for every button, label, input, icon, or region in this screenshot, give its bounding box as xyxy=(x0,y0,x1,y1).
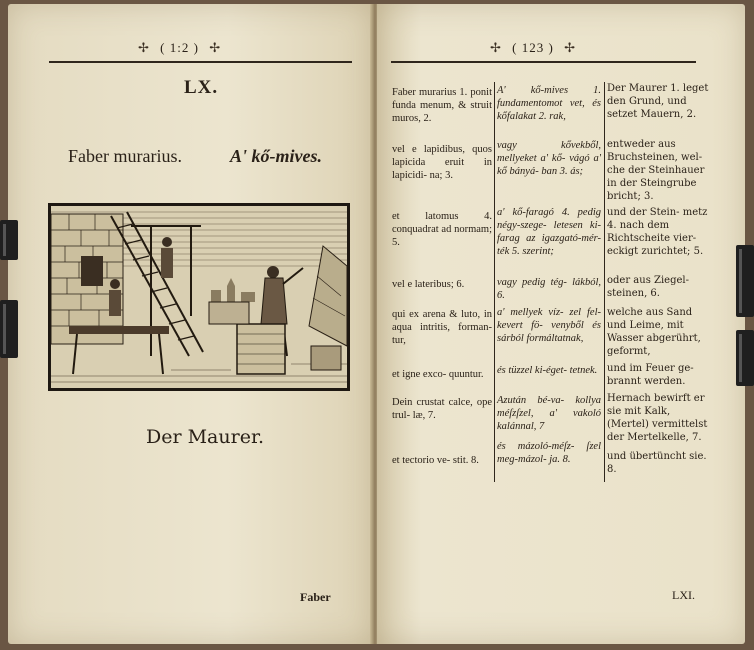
ornament-icon: ✢ xyxy=(564,40,576,55)
right-clip-bottom xyxy=(736,330,754,386)
column-divider xyxy=(604,82,605,482)
ornament-icon: ✢ xyxy=(490,40,502,55)
left-page-number: ( 1:2 ) xyxy=(160,40,199,55)
hungarian-paragraph: és mázoló-méſz- ſzel meg-mázol- ja. 8. xyxy=(497,441,601,465)
german-paragraph: oder aus Ziegel- steinen, 6. xyxy=(607,275,689,299)
right-running-head xyxy=(490,40,576,56)
hungarian-paragraph: vagy kővekből, mellyeket a' kő- vágó a' kő bányá- ban 3. ás; xyxy=(497,140,601,177)
german-paragraph: und der Stein- metz 4. nach dem Richtscheite vier- eckigt zurichtet; 5. xyxy=(607,207,708,257)
right-page-number: ( 123 ) xyxy=(512,40,554,55)
left-running-head xyxy=(138,40,221,56)
left-clip-bottom xyxy=(0,300,18,358)
hungarian-paragraph: a' mellyek víz- zel fel-kevert fö- venyből és sárból formáltatnak, xyxy=(497,307,601,344)
title-german: Der Maurer. xyxy=(146,426,264,448)
mason-woodcut-illustration xyxy=(48,203,350,391)
left-catchword: Faber xyxy=(300,590,331,604)
left-clip-top xyxy=(0,220,18,260)
latin-paragraph: vel e lateribus; 6. xyxy=(392,279,465,290)
latin-paragraph: qui ex arena & luto, in aqua intritis, forman- tur, xyxy=(392,309,492,346)
german-paragraph: Der Maurer 1. leget den Grund, und setzet Mauern, 2. xyxy=(607,83,709,120)
latin-paragraph: et tectorio ve- stit. 8. xyxy=(392,455,479,466)
german-paragraph: und im Feuer ge- brannt werden. xyxy=(607,363,694,387)
hungarian-paragraph: és tüzzel ki-éget- tetnek. xyxy=(497,365,598,376)
left-header-rule xyxy=(49,61,352,63)
right-header-rule xyxy=(391,61,696,63)
ornament-icon: ✢ xyxy=(209,40,222,55)
hungarian-paragraph: a' kő-faragó 4. pedig négy-szege- letesen ki-farag az igazgató-mér- ték 5. szerint; xyxy=(497,207,601,257)
latin-paragraph: et igne exco- quuntur. xyxy=(392,369,484,380)
hungarian-paragraph: Azután bé-va- kollya méſzſzel, a' vakoló kalánnal, 7 xyxy=(497,395,601,432)
latin-paragraph: vel e lapidibus, quos lapicida eruit in lapicidi- na; 3. xyxy=(392,144,492,181)
ornament-icon: ✢ xyxy=(138,40,150,55)
german-paragraph: welche aus Sand und Leime, mit Wasser abgerührt, geformt, xyxy=(607,307,701,357)
hungarian-paragraph: vagy pedig tég- lákból, 6. xyxy=(497,277,601,301)
german-paragraph: und übertüncht sie. 8. xyxy=(607,451,707,475)
title-hungarian: A' kő-mives. xyxy=(230,146,322,166)
right-footer-signature: LXI. xyxy=(672,588,695,602)
latin-paragraph: et latomus 4. conquadrat ad normam; 5. xyxy=(392,211,492,248)
latin-paragraph: Faber murarius 1. ponit funda menum, & struit muros, 2. xyxy=(392,87,492,124)
german-paragraph: entweder aus Bruchsteinen, wel- che der Steinhauer in der Steingrube bricht; 3. xyxy=(607,139,705,202)
title-latin: Faber murarius. xyxy=(68,146,182,166)
woodcut-engraving xyxy=(51,206,347,388)
german-paragraph: Hernach bewirft er sie mit Kalk, (Mertel) vermittelst der Mertelkelle, 7. xyxy=(607,393,708,443)
column-divider xyxy=(494,82,495,482)
hungarian-paragraph: A' kő-mives 1. fundamentomot vet, és kőfalakat 2. rak, xyxy=(497,85,601,122)
latin-paragraph: Dein crustat calce, ope trul- læ, 7. xyxy=(392,397,492,421)
lesson-number: LX. xyxy=(184,77,219,98)
right-clip-top xyxy=(736,245,754,317)
